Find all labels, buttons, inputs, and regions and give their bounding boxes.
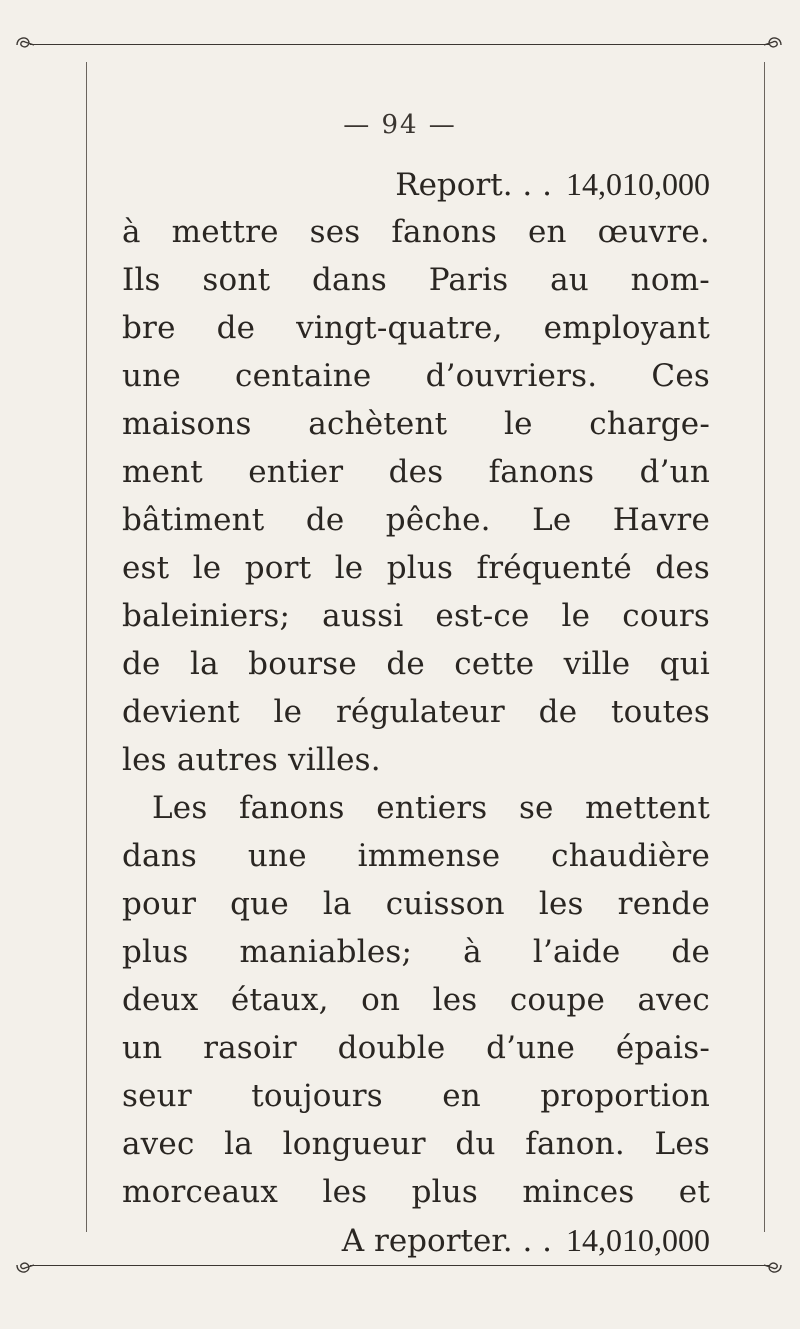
text-line: bre de vingt-quatre, employant [122,310,710,346]
text-line: baleiniers; aussi est-ce le cours [122,598,710,634]
carry-forward-amount: 14,010,000 [566,166,710,202]
text-line: plus maniables; à l’aide de [122,934,710,970]
text-line: devient le régulateur de toutes [122,694,710,730]
corner-ornament-icon [14,34,36,56]
page-number: — 94 — [343,110,457,140]
frame-right-rule [764,62,765,1232]
body-text [122,160,710,1264]
corner-ornament-icon [762,1254,784,1276]
text-line: Ils sont dans Paris au nom- [122,262,710,298]
frame-left-rule [86,62,87,1232]
corner-ornament-icon [14,1254,36,1276]
text-line: morceaux les plus minces et [122,1174,710,1210]
text-line: ment entier des fanons d’un [122,454,710,490]
text-line: seur toujours en proportion [122,1078,710,1114]
text-line: avec la longueur du fanon. Les [122,1126,710,1162]
text-line: Les fanons entiers se mettent [152,790,710,826]
text-line: est le port le plus fréquenté des [122,550,710,586]
text-line: une centaine d’ouvriers. Ces [122,358,710,394]
text-line: pour que la cuisson les rende [122,886,710,922]
text-line: deux étaux, on les coupe avec [122,982,710,1018]
carry-over-label: A reporter. . . [341,1223,552,1259]
text-line: maisons achètent le charge- [122,406,710,442]
text-line: dans une immense chaudière [122,838,710,874]
text-line: de la bourse de cette ville qui [122,646,710,682]
carry-forward-row [122,160,710,208]
corner-ornament-icon [762,34,784,56]
carry-over-amount: 14,010,000 [566,1222,710,1258]
carry-over-row [122,1216,710,1264]
frame-top-rule [30,44,770,45]
carry-forward-label: Report. . . [395,167,552,203]
text-line: à mettre ses fanons en œuvre. [122,214,710,250]
text-line: les autres villes. [122,742,381,778]
text-line: bâtiment de pêche. Le Havre [122,502,710,538]
frame-bottom-rule [30,1265,770,1266]
text-line: un rasoir double d’une épais- [122,1030,710,1066]
